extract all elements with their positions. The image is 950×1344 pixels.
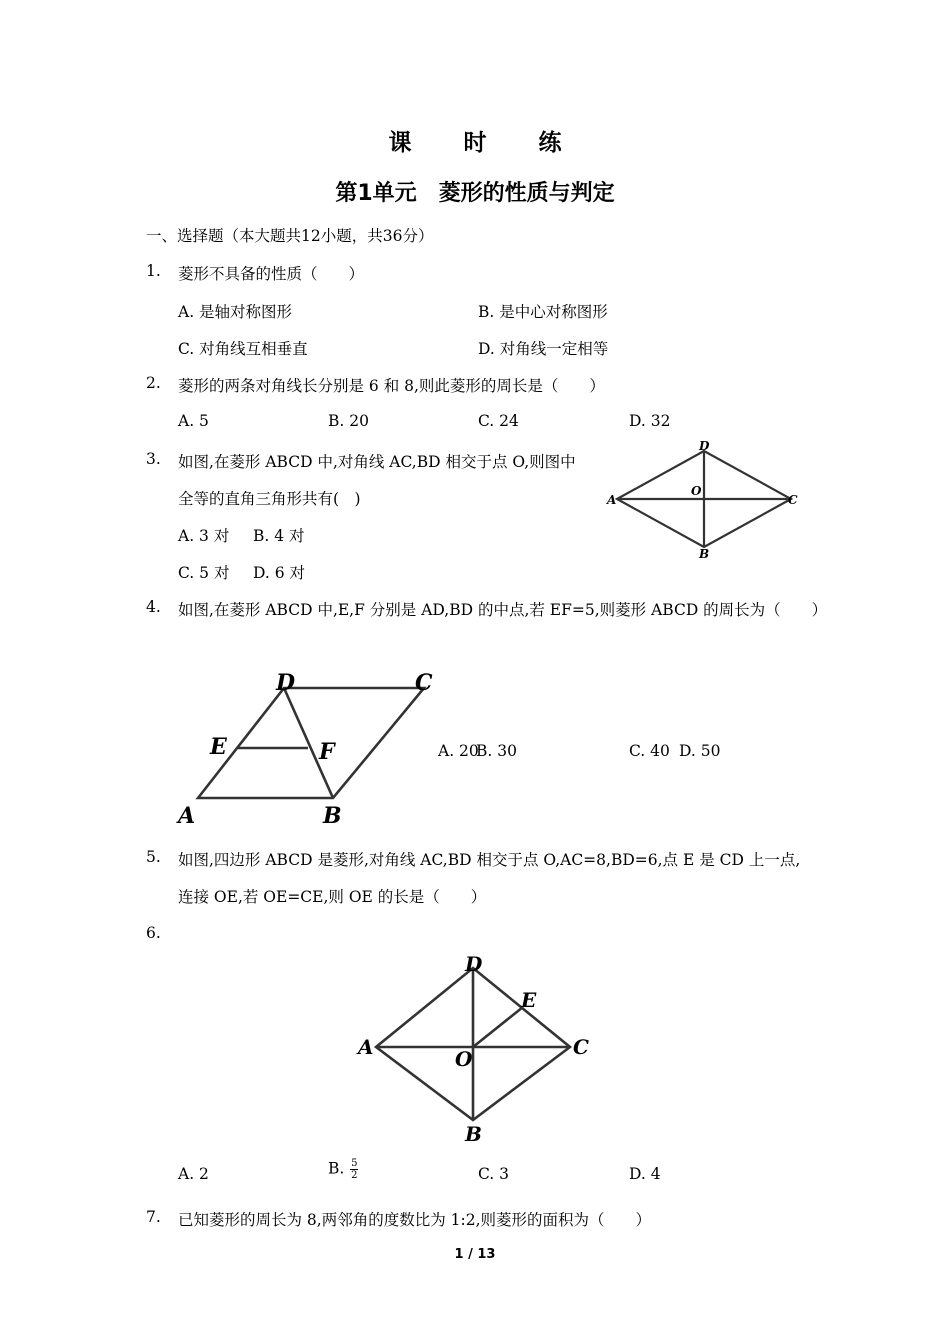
option-b: B. 4 对 — [253, 527, 305, 545]
option-a: A. 2 — [178, 1165, 209, 1183]
label-o: O — [691, 484, 702, 498]
question-number: 1. — [146, 262, 161, 280]
question-stem: 如图,在菱形 ABCD 中,E,F 分别是 AD,BD 的中点,若 EF=5,则菱形 ABCD 的周长为（ ） — [178, 601, 828, 619]
question-stem-line1: 如图,四边形 ABCD 是菱形,对角线 AC,BD 相交于点 O,AC=8,BD=6,点 E 是 CD 上一点, — [178, 851, 801, 869]
page-title: 课 时 练 — [388, 130, 584, 156]
option-d: D. 32 — [629, 412, 671, 430]
option-b: B. 20 — [328, 412, 369, 430]
option-c: C. 24 — [478, 412, 519, 430]
label-a: A — [178, 803, 196, 829]
option-d: D. 6 对 — [253, 564, 306, 582]
label-c: C — [415, 670, 433, 696]
rhombus-figure-q4 — [172, 668, 447, 830]
page-number: 1 / 13 — [454, 1247, 496, 1262]
label-d: D — [699, 439, 710, 453]
question-stem: 已知菱形的周长为 8,两邻角的度数比为 1:2,则菱形的面积为（ ） — [178, 1211, 652, 1229]
label-b: B — [465, 1122, 482, 1146]
question-stem-line2: 全等的直角三角形共有( ) — [178, 490, 361, 508]
label-a: A — [607, 493, 617, 507]
rhombus-figure-q3 — [600, 436, 810, 561]
question-number: 6. — [146, 924, 161, 942]
label-f: F — [319, 739, 335, 765]
question-number: 7. — [146, 1208, 161, 1226]
option-c: C. 5 对 — [178, 564, 230, 582]
question-number: 4. — [146, 598, 161, 616]
question-number: 5. — [146, 848, 161, 866]
fraction-denominator: 2 — [351, 1170, 358, 1181]
option-b — [328, 1158, 358, 1181]
option-a: A. 5 — [178, 412, 209, 430]
label-c: C — [573, 1035, 589, 1059]
label-b: B — [699, 547, 710, 561]
option-b: B. 是中心对称图形 — [478, 303, 608, 321]
fraction-numerator: 5 — [351, 1158, 358, 1169]
option-a: A. 是轴对称图形 — [178, 303, 293, 321]
label-e: E — [210, 734, 227, 760]
option-d: D. 对角线一定相等 — [478, 340, 609, 358]
option-d: D. 50 — [679, 742, 721, 760]
question-number: 3. — [146, 450, 161, 468]
label-d: D — [465, 952, 483, 976]
option-c: C. 40 — [629, 742, 670, 760]
label-d: D — [276, 670, 296, 696]
label-c: C — [788, 493, 798, 507]
option-d: D. 4 — [629, 1165, 661, 1183]
label-e: E — [521, 988, 537, 1012]
question-stem-line2: 连接 OE,若 OE=CE,则 OE 的长是（ ） — [178, 888, 487, 906]
question-stem: 菱形不具备的性质（ ） — [178, 265, 365, 283]
option-a: A. 20 — [438, 742, 479, 760]
question-stem-line1: 如图,在菱形 ABCD 中,对角线 AC,BD 相交于点 O,则图中 — [178, 453, 576, 471]
unit-title: 第1单元 菱形的性质与判定 — [335, 181, 615, 206]
fraction — [350, 1158, 358, 1181]
question-stem: 菱形的两条对角线长分别是 6 和 8,则此菱形的周长是（ ） — [178, 377, 605, 395]
option-c: C. 3 — [478, 1165, 510, 1183]
label-b: B — [323, 803, 342, 829]
question-number: 2. — [146, 374, 161, 392]
option-c: C. 对角线互相垂直 — [178, 340, 308, 358]
option-a: A. 3 对 — [178, 527, 230, 545]
label-o: O — [455, 1047, 473, 1071]
rhombus-figure-q6 — [355, 950, 600, 1150]
label-a: A — [358, 1035, 374, 1059]
option-b: B. 30 — [476, 742, 517, 760]
section-heading: 一、选择题（本大题共12小题，共36分） — [146, 227, 434, 245]
option-b-label: B. — [328, 1159, 345, 1178]
